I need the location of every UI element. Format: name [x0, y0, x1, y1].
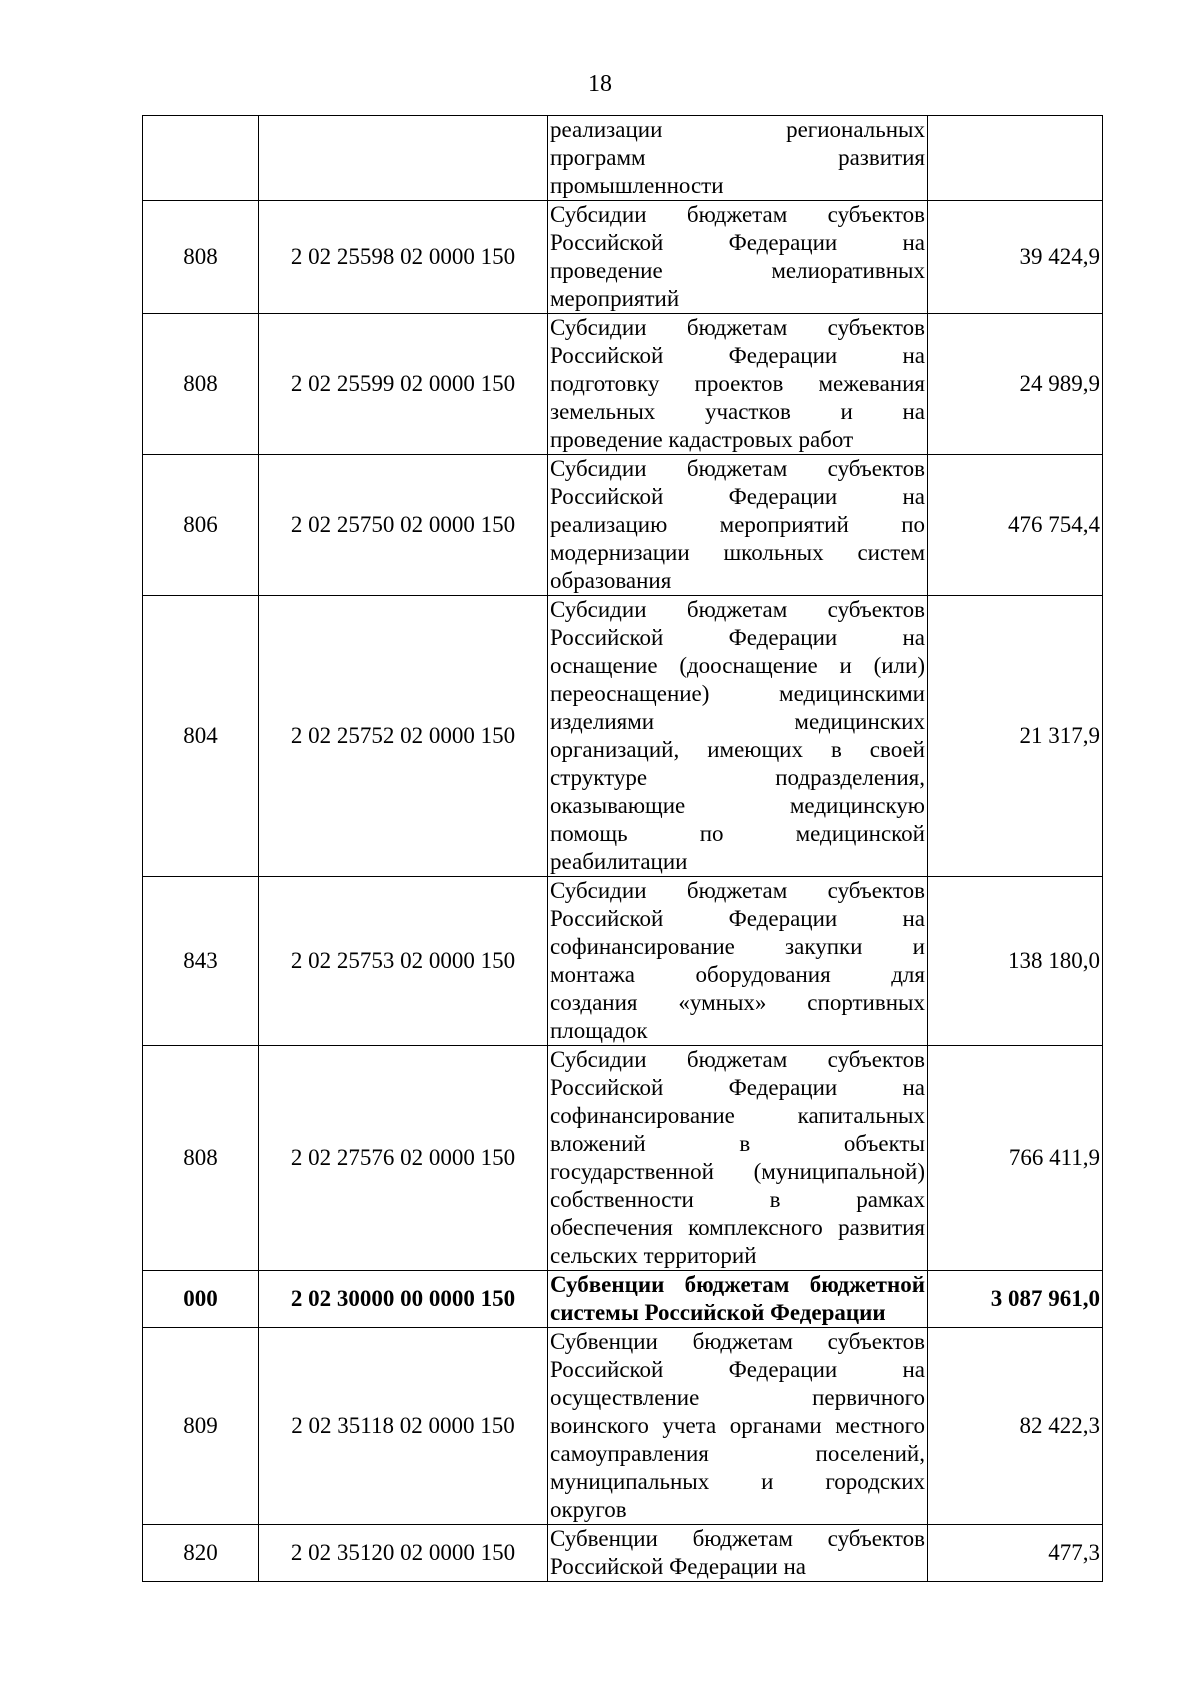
revenue-name-line: образования	[550, 568, 672, 593]
amount-cell	[928, 116, 1103, 201]
revenue-name-line: реабилитации	[550, 849, 688, 874]
revenue-name-line: Российской Федерации на	[550, 906, 925, 931]
revenue-name-line: Субсидии бюджетам субъектов	[550, 202, 925, 227]
revenue-name-line: Российской Федерации на	[550, 484, 925, 509]
revenue-name-cell	[548, 455, 928, 596]
revenue-name-cell	[548, 201, 928, 314]
revenue-name-line: государственной (муниципальной)	[550, 1159, 925, 1184]
revenue-name-line: Российской Федерации на	[550, 1357, 925, 1382]
table-row	[143, 116, 1103, 201]
revenue-name-cell	[548, 596, 928, 877]
revenue-name-line: софинансирование капитальных	[550, 1103, 925, 1128]
page-number: 18	[588, 71, 612, 97]
admin-code-cell	[143, 116, 259, 201]
revenue-name-line: мероприятий	[550, 286, 680, 311]
revenue-name-line: сельских территорий	[550, 1243, 757, 1268]
revenue-name-line: промышленности	[550, 173, 724, 198]
revenue-name-line: структуре подразделения,	[550, 765, 925, 790]
revenue-name-line: проведение мелиоративных	[550, 258, 925, 283]
revenue-name-line: Российской Федерации на	[550, 1554, 806, 1579]
revenue-code-cell	[259, 116, 548, 201]
admin-code-cell: 806	[143, 455, 259, 596]
admin-code-cell: 808	[143, 314, 259, 455]
revenue-name-line: воинского учета органами местного	[550, 1413, 925, 1438]
revenue-name-line: вложений в объекты	[550, 1131, 925, 1156]
table-row	[143, 1271, 1103, 1328]
revenue-name-line: земельных участков и на	[550, 399, 925, 424]
revenue-name-line: оказывающие медицинскую	[550, 793, 925, 818]
revenue-name-line: помощь по медицинской	[550, 821, 925, 846]
revenue-name-line: организаций, имеющих в своей	[550, 737, 925, 762]
admin-code-cell: 808	[143, 1046, 259, 1271]
revenue-name-line: проведение кадастровых работ	[550, 427, 854, 452]
table-row	[143, 1046, 1103, 1271]
revenue-name-line: округов	[550, 1497, 627, 1522]
revenue-code-cell: 2 02 30000 00 0000 150	[259, 1271, 548, 1328]
revenue-name-cell	[548, 116, 928, 201]
budget-revenue-table	[142, 115, 1103, 1582]
amount-cell: 476 754,4	[928, 455, 1103, 596]
revenue-name-line: программ развития	[550, 145, 925, 170]
revenue-name-line: Субсидии бюджетам субъектов	[550, 456, 925, 481]
revenue-name-line: изделиями медицинских	[550, 709, 925, 734]
revenue-code-cell: 2 02 27576 02 0000 150	[259, 1046, 548, 1271]
admin-code-cell: 809	[143, 1328, 259, 1525]
revenue-name-line: подготовку проектов межевания	[550, 371, 925, 396]
revenue-code-cell: 2 02 25753 02 0000 150	[259, 877, 548, 1046]
revenue-name-cell	[548, 1328, 928, 1525]
admin-code-cell: 804	[143, 596, 259, 877]
table-row	[143, 455, 1103, 596]
revenue-name-line: Субвенции бюджетам бюджетной	[550, 1272, 925, 1297]
revenue-name-line: осуществление первичного	[550, 1385, 925, 1410]
revenue-name-line: Субсидии бюджетам субъектов	[550, 315, 925, 340]
revenue-name-cell	[548, 877, 928, 1046]
revenue-name-line: Российской Федерации на	[550, 625, 925, 650]
amount-cell: 477,3	[928, 1525, 1103, 1582]
table-row	[143, 1328, 1103, 1525]
table-row	[143, 1525, 1103, 1582]
revenue-name-line: монтажа оборудования для	[550, 962, 925, 987]
admin-code-cell: 843	[143, 877, 259, 1046]
revenue-name-line: самоуправления поселений,	[550, 1441, 925, 1466]
revenue-name-cell	[548, 1271, 928, 1328]
table-row	[143, 314, 1103, 455]
amount-cell: 82 422,3	[928, 1328, 1103, 1525]
revenue-name-line: оснащение (дооснащение и (или)	[550, 653, 925, 678]
amount-cell: 138 180,0	[928, 877, 1103, 1046]
revenue-code-cell: 2 02 25752 02 0000 150	[259, 596, 548, 877]
table-body	[143, 116, 1103, 1582]
revenue-name-cell	[548, 1046, 928, 1271]
revenue-name-line: реализацию мероприятий по	[550, 512, 925, 537]
revenue-name-cell	[548, 314, 928, 455]
revenue-name-line: муниципальных и городских	[550, 1469, 925, 1494]
revenue-name-line: Субвенции бюджетам субъектов	[550, 1329, 925, 1354]
amount-cell: 24 989,9	[928, 314, 1103, 455]
revenue-name-cell	[548, 1525, 928, 1582]
revenue-name-line: Субсидии бюджетам субъектов	[550, 597, 925, 622]
revenue-name-line: переоснащение) медицинскими	[550, 681, 925, 706]
table-row	[143, 596, 1103, 877]
admin-code-cell: 000	[143, 1271, 259, 1328]
revenue-code-cell: 2 02 25599 02 0000 150	[259, 314, 548, 455]
revenue-name-line: софинансирование закупки и	[550, 934, 925, 959]
revenue-code-cell: 2 02 35118 02 0000 150	[259, 1328, 548, 1525]
revenue-code-cell: 2 02 25598 02 0000 150	[259, 201, 548, 314]
revenue-name-line: Российской Федерации на	[550, 230, 925, 255]
revenue-name-line: Субсидии бюджетам субъектов	[550, 878, 925, 903]
admin-code-cell: 820	[143, 1525, 259, 1582]
revenue-code-cell: 2 02 35120 02 0000 150	[259, 1525, 548, 1582]
amount-cell: 21 317,9	[928, 596, 1103, 877]
revenue-name-line: собственности в рамках	[550, 1187, 925, 1212]
amount-cell: 766 411,9	[928, 1046, 1103, 1271]
revenue-name-line: Субвенции бюджетам субъектов	[550, 1526, 925, 1551]
amount-cell: 39 424,9	[928, 201, 1103, 314]
revenue-name-line: Субсидии бюджетам субъектов	[550, 1047, 925, 1072]
revenue-code-cell: 2 02 25750 02 0000 150	[259, 455, 548, 596]
revenue-name-line: площадок	[550, 1018, 648, 1043]
revenue-name-line: системы Российской Федерации	[550, 1300, 886, 1325]
revenue-name-line: Российской Федерации на	[550, 343, 925, 368]
table-row	[143, 877, 1103, 1046]
revenue-name-line: модернизации школьных систем	[550, 540, 925, 565]
revenue-name-line: создания «умных» спортивных	[550, 990, 925, 1015]
revenue-name-line: Российской Федерации на	[550, 1075, 925, 1100]
amount-cell: 3 087 961,0	[928, 1271, 1103, 1328]
revenue-name-line: обеспечения комплексного развития	[550, 1215, 925, 1240]
table-row	[143, 201, 1103, 314]
admin-code-cell: 808	[143, 201, 259, 314]
revenue-name-line: реализации региональных	[550, 117, 925, 142]
